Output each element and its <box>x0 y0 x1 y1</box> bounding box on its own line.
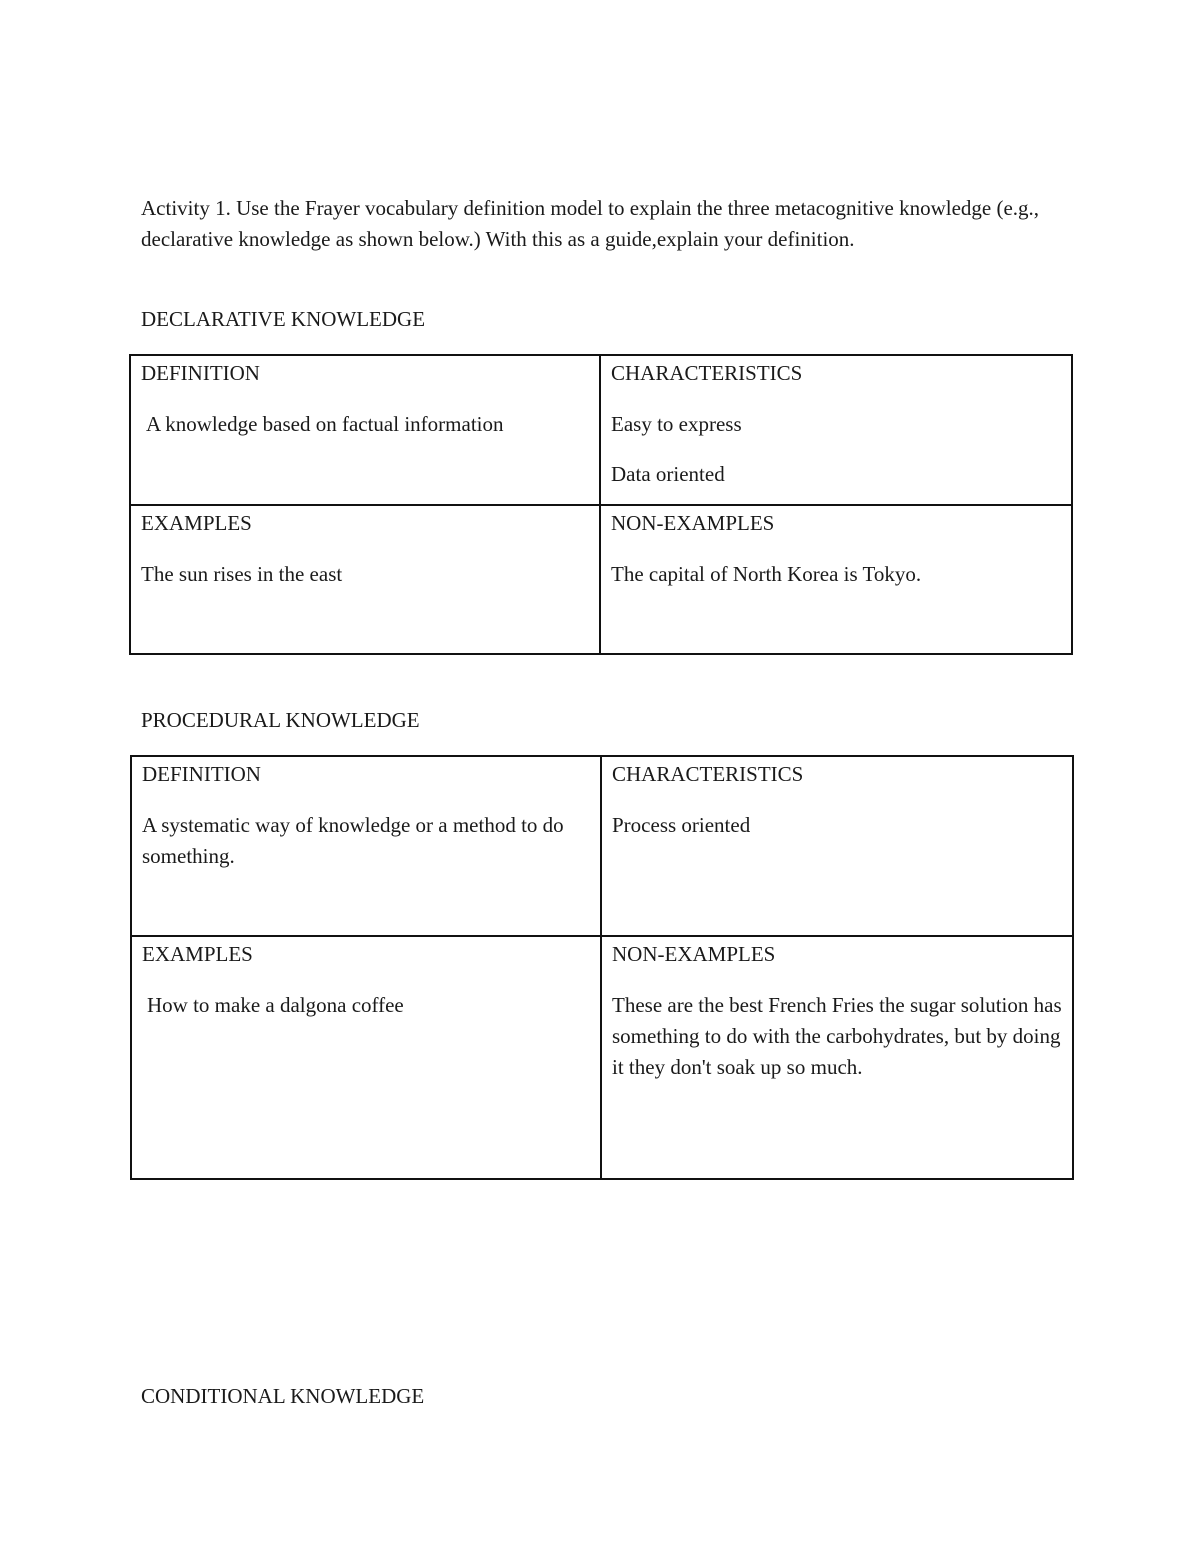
example-text: How to make a dalgona coffee <box>147 993 404 1017</box>
procedural-heading: PROCEDURAL KNOWLEDGE <box>141 708 420 732</box>
characteristic-item: Data oriented <box>611 462 725 486</box>
characteristic-item: Easy to express <box>611 412 742 436</box>
declarative-frayer-table <box>129 354 1073 655</box>
conditional-heading: CONDITIONAL KNOWLEDGE <box>141 1384 425 1408</box>
activity-instructions: Activity 1. Use the Frayer vocabulary definition model to explain the three metacognitive knowledge (e.g., declarative knowledge as shown below.) With this as a guide,explain your definition. <box>141 196 1040 251</box>
non-examples-label: NON-EXAMPLES <box>611 511 775 535</box>
declarative-heading: DECLARATIVE KNOWLEDGE <box>141 307 426 331</box>
non-example-text: These are the best French Fries the sugar solution has something to do with the carbohydrates, but by doing it they don't soak up so much. <box>612 993 1062 1079</box>
examples-label: EXAMPLES <box>142 942 253 966</box>
non-example-text: The capital of North Korea is Tokyo. <box>611 562 922 586</box>
definition-cell <box>130 355 600 505</box>
examples-label: EXAMPLES <box>141 511 252 535</box>
definition-text: A systematic way of knowledge or a method to do something. <box>142 813 564 868</box>
characteristics-cell <box>600 355 1072 505</box>
example-text: The sun rises in the east <box>141 562 343 586</box>
procedural-frayer-table <box>130 755 1074 1180</box>
non-examples-label: NON-EXAMPLES <box>612 942 776 966</box>
definition-label: DEFINITION <box>141 361 260 385</box>
characteristic-item: Process oriented <box>612 813 751 837</box>
definition-text: A knowledge based on factual information <box>146 412 504 436</box>
non-examples-cell <box>600 505 1072 654</box>
characteristics-cell <box>601 756 1073 936</box>
characteristics-label: CHARACTERISTICS <box>611 361 803 385</box>
non-examples-cell <box>601 936 1073 1179</box>
characteristics-label: CHARACTERISTICS <box>612 762 804 786</box>
examples-cell <box>130 505 600 654</box>
definition-label: DEFINITION <box>142 762 261 786</box>
examples-cell <box>131 936 601 1179</box>
definition-cell <box>131 756 601 936</box>
